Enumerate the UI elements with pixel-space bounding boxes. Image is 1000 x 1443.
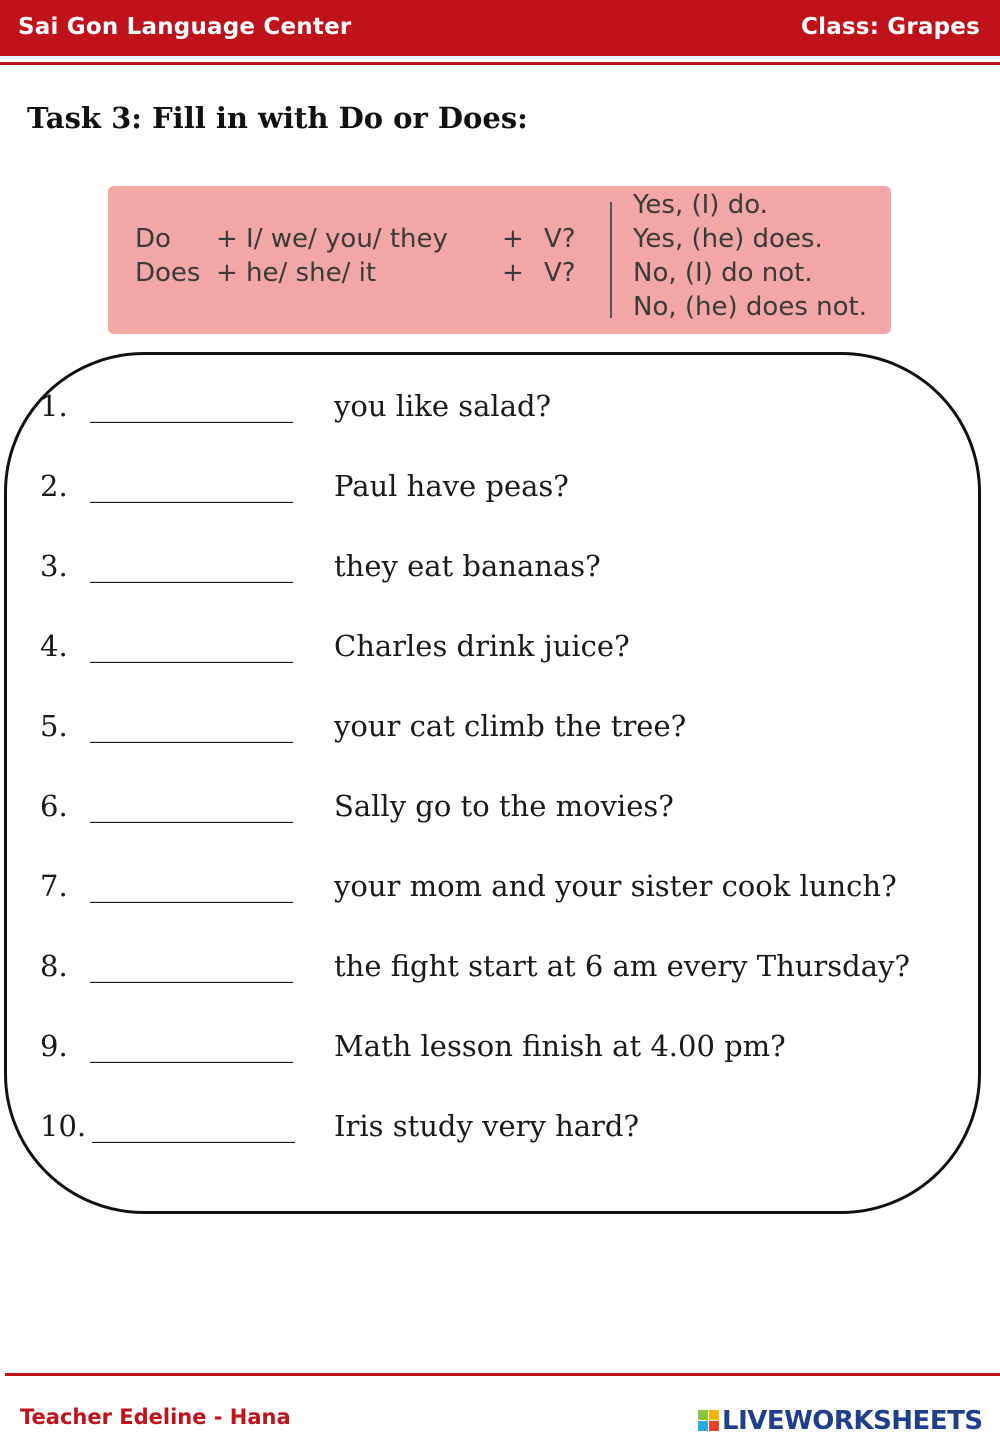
question-number: 2. [40,469,68,503]
school-name: Sai Gon Language Center [18,14,352,40]
header-divider [0,62,1000,65]
question-text: you like salad? [334,389,552,423]
rule1-verb: V? [544,224,576,254]
liveworksheets-logo-text: LIVEWORKSHEETS [722,1406,983,1436]
question-number: 10. [40,1109,87,1143]
answer-blank[interactable]: ______________ [92,1109,295,1143]
question-number: 4. [40,629,68,663]
question-text: Iris study very hard? [334,1109,640,1143]
rule2-aux: Does [135,258,201,288]
question-text: your cat climb the tree? [334,709,687,743]
answer-4: No, (he) does not. [633,292,867,322]
rule1-plus: + [502,224,524,254]
answer-blank[interactable]: ______________ [90,389,293,423]
question-number: 1. [40,389,68,423]
rule1-subjects: + I/ we/ you/ they [216,224,448,254]
task-title: Task 3: Fill in with Do or Does: [27,101,528,135]
rule2-verb: V? [544,258,576,288]
footer-divider [5,1373,1000,1376]
answer-blank[interactable]: ______________ [90,1029,293,1063]
grammar-divider [610,202,612,318]
question-number: 8. [40,949,68,983]
liveworksheets-logo-icon [698,1410,720,1432]
question-text: they eat bananas? [334,549,601,583]
rule2-subjects: + he/ she/ it [216,258,377,288]
header-bar [0,0,1000,56]
question-text: Paul have peas? [334,469,569,503]
question-number: 7. [40,869,68,903]
teacher-name: Teacher Edeline - Hana [20,1405,291,1429]
question-number: 3. [40,549,68,583]
rule1-aux: Do [135,224,171,254]
answer-blank[interactable]: ______________ [90,869,293,903]
question-number: 5. [40,709,68,743]
answer-blank[interactable]: ______________ [90,949,293,983]
question-number: 9. [40,1029,68,1063]
class-label: Class: Grapes [801,14,980,40]
answer-blank[interactable]: ______________ [90,709,293,743]
question-text: Math lesson finish at 4.00 pm? [334,1029,786,1063]
answer-1: Yes, (I) do. [633,190,768,220]
question-number: 6. [40,789,68,823]
answer-blank[interactable]: ______________ [90,469,293,503]
answer-blank[interactable]: ______________ [90,549,293,583]
question-text: Charles drink juice? [334,629,630,663]
answer-2: Yes, (he) does. [633,224,823,254]
question-text: your mom and your sister cook lunch? [334,869,897,903]
answer-blank[interactable]: ______________ [90,789,293,823]
answer-blank[interactable]: ______________ [90,629,293,663]
question-text: the fight start at 6 am every Thursday? [334,949,910,983]
rule2-plus: + [502,258,524,288]
grammar-box [108,186,891,334]
answer-3: No, (I) do not. [633,258,813,288]
question-text: Sally go to the movies? [334,789,674,823]
